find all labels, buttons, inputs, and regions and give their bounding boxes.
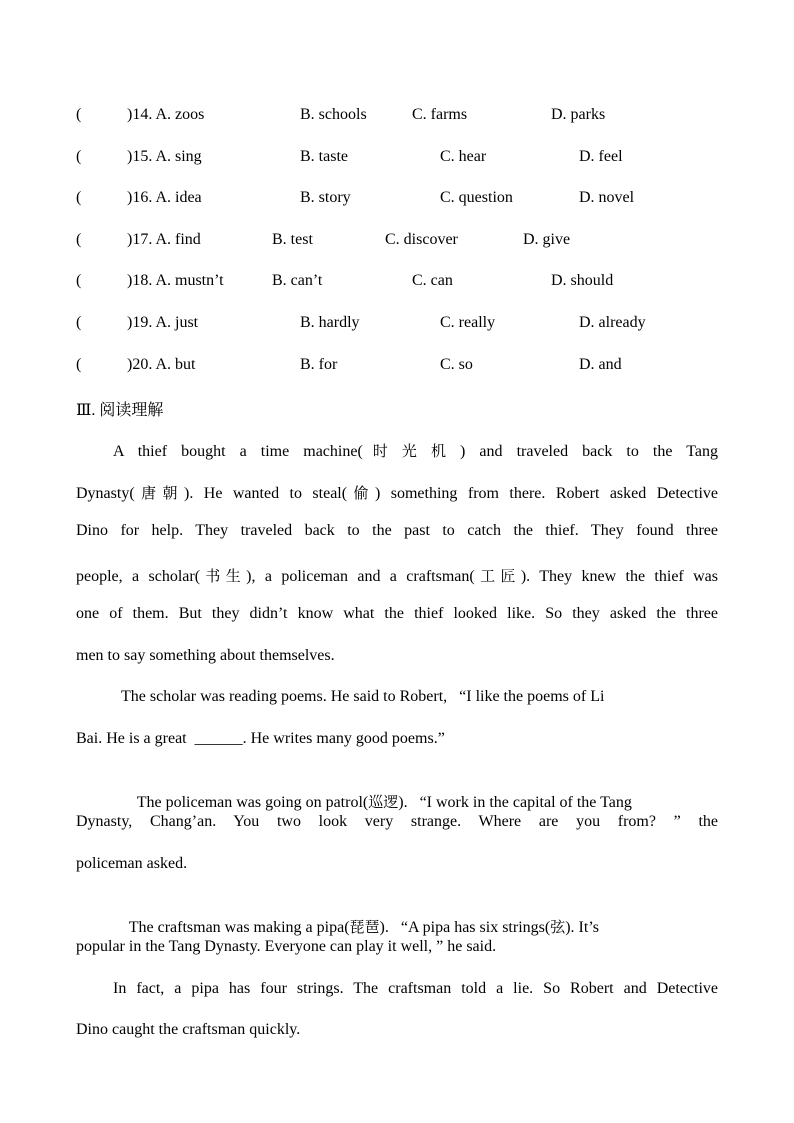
passage-text: ). It’s	[565, 919, 599, 936]
option-c: C. can	[412, 272, 453, 289]
option-c: C. farms	[412, 106, 468, 123]
passage-line: Dino for help. They traveled back to the past to catch the thief. They found three	[76, 522, 718, 539]
option-b: B. can’t	[272, 272, 323, 289]
answer-blank-open: (	[76, 356, 82, 373]
option-a: )18. A. mustn’t	[127, 272, 224, 289]
passage-text: The craftsman was making a pipa(	[128, 919, 350, 936]
passage-line	[76, 482, 718, 503]
option-b: B. hardly	[300, 314, 360, 331]
passage-cjk-gloss: 弦	[550, 918, 566, 936]
answer-blank-open: (	[76, 314, 82, 331]
question-row-15	[0, 148, 794, 172]
option-b: B. for	[300, 356, 338, 373]
question-row-17	[0, 231, 794, 255]
question-row-20	[0, 356, 794, 380]
option-d: D. parks	[551, 106, 606, 123]
option-d: D. should	[551, 272, 614, 289]
option-c: C. hear	[440, 148, 487, 165]
passage-line: policeman asked.	[76, 855, 188, 872]
passage-text: ), a policeman and a craftsman(	[246, 568, 475, 585]
question-row-14	[0, 106, 794, 130]
option-d: D. feel	[579, 148, 623, 165]
option-a: )19. A. just	[127, 314, 199, 331]
option-a: )16. A. idea	[127, 189, 202, 206]
option-c: C. so	[440, 356, 473, 373]
passage-text: ). “I work in the capital of the Tang	[398, 794, 632, 811]
question-row-16	[0, 189, 794, 213]
passage-text: ). He wanted to steal(	[184, 485, 348, 502]
option-b: B. taste	[300, 148, 348, 165]
question-row-18	[0, 272, 794, 296]
passage-line	[76, 565, 718, 586]
passage-cjk-gloss: 工匠	[474, 567, 521, 585]
passage-line: Dino caught the craftsman quickly.	[76, 1021, 301, 1038]
passage-cjk-gloss: 琵琶	[349, 918, 380, 936]
answer-blank-open: (	[76, 231, 82, 248]
passage-text: ). They knew the thief was	[520, 568, 719, 585]
option-d: D. novel	[579, 189, 635, 206]
option-d: D. give	[523, 231, 571, 248]
passage-cjk-gloss: 唐朝	[134, 484, 184, 502]
answer-blank-open: (	[76, 189, 82, 206]
answer-blank-open: (	[76, 272, 82, 289]
passage-line: one of them. But they didn’t know what the thief looked like. So they asked the three	[76, 605, 718, 622]
option-c: C. discover	[385, 231, 458, 248]
section-heading: Ⅲ. 阅读理解	[76, 402, 164, 419]
option-b: B. test	[272, 231, 313, 248]
passage-cjk-gloss: 书生	[200, 567, 247, 585]
answer-blank-open: (	[76, 106, 82, 123]
passage-cjk-gloss: 偷	[347, 484, 375, 502]
answer-blank-open: (	[76, 148, 82, 165]
passage-text: The policeman was going on patrol(	[136, 794, 369, 811]
passage-cjk-gloss: 时光机	[362, 442, 461, 460]
option-b: B. story	[300, 189, 351, 206]
option-a: )20. A. but	[127, 356, 196, 373]
option-c: C. question	[440, 189, 513, 206]
option-a: )15. A. sing	[127, 148, 202, 165]
option-b: B. schools	[300, 106, 367, 123]
passage-line: Bai. He is a great ______. He writes many good poems.”	[76, 730, 445, 747]
passage-text: ) something from there. Robert asked Detective	[374, 485, 719, 502]
passage-line: The scholar was reading poems. He said to Robert, “I like the poems of Li	[121, 688, 605, 705]
passage-text: A thief bought a time machine(	[113, 443, 363, 460]
passage-line: popular in the Tang Dynasty. Everyone can play it well, ” he said.	[76, 938, 497, 955]
option-d: D. already	[579, 314, 646, 331]
option-d: D. and	[579, 356, 622, 373]
option-c: C. really	[440, 314, 496, 331]
passage-line: men to say something about themselves.	[76, 647, 335, 664]
passage-text: ). “A pipa has six strings(	[379, 919, 551, 936]
passage-text: Dynasty(	[76, 485, 135, 502]
passage-line: Dynasty, Chang’an. You two look very strange. Where are you from? ” the	[76, 813, 718, 830]
passage-line	[113, 440, 718, 461]
option-a: )17. A. find	[127, 231, 201, 248]
option-a: )14. A. zoos	[127, 106, 205, 123]
passage-cjk-gloss: 巡逻	[368, 793, 399, 811]
passage-text: people, a scholar(	[76, 568, 201, 585]
passage-text: ) and traveled back to the Tang	[460, 443, 718, 460]
passage-line: In fact, a pipa has four strings. The craftsman told a lie. So Robert and Detective	[113, 980, 718, 997]
question-row-19	[0, 314, 794, 338]
